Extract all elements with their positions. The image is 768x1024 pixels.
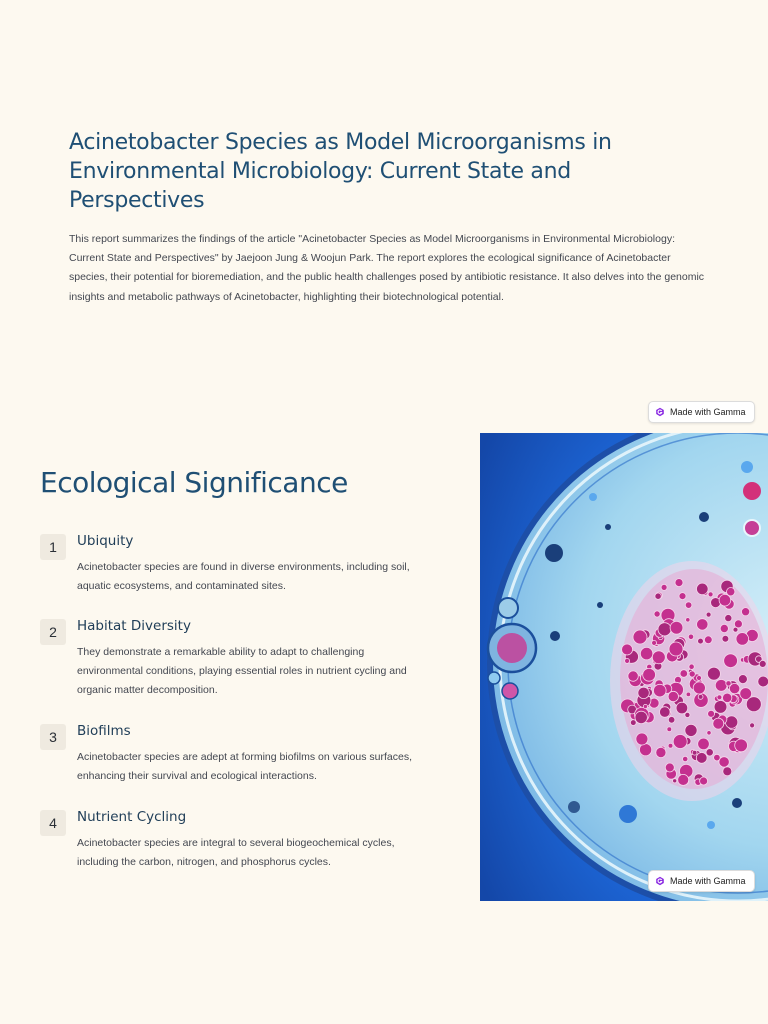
colony-cell <box>668 743 673 748</box>
item-number: 1 <box>40 534 66 560</box>
colony-cell <box>630 720 636 726</box>
colony-cell <box>689 664 694 669</box>
colony-cell <box>661 584 667 590</box>
badge-label: Made with Gamma <box>670 876 746 886</box>
colony-cell <box>689 671 695 677</box>
intro-paragraph: This report summarizes the findings of the article "Acinetobacter Species as Model Microorganisms in Environmental Microbiology: Current State and Perspectives" by Jaejoon Jung & Woojun Park. The report explores the ecological significance of Acinetobacter species, their potential for bioremediation, and the public health challenges posed by antibiotic resistance. It also delves into the genomic insights and metabolic pathways of Acinetobacter, highlighting their biotechnological potential. <box>69 233 705 303</box>
colony-cell <box>725 716 737 728</box>
gamma-logo-icon <box>655 876 665 886</box>
colony-cell <box>635 711 647 723</box>
colony-cell <box>643 704 647 708</box>
item-title: Ubiquity <box>77 533 134 549</box>
colony-cell <box>668 691 678 701</box>
colony-cell <box>669 642 683 656</box>
colony-cell <box>719 594 731 606</box>
item-number: 2 <box>40 619 66 645</box>
item-title: Biofilms <box>77 723 131 739</box>
page-title: Acinetobacter Species as Model Microorganisms in Environmental Microbiology: Current State and Perspectives <box>69 130 612 213</box>
colony-cell <box>750 723 755 728</box>
colony-cell <box>708 592 713 597</box>
item-description: They demonstrate a remarkable ability to adapt to challenging environmental conditions, playing essential roles in nutrient cycling and organic matter decomposition. <box>77 646 407 696</box>
colony-cell <box>725 615 732 622</box>
colony-cell <box>697 676 702 681</box>
item-number: 3 <box>40 724 66 750</box>
item-description: Acinetobacter species are found in diverse environments, including soil, aquatic ecosystems, and contaminated sites. <box>77 561 410 592</box>
colony-cell <box>714 701 727 714</box>
colony-cell <box>654 684 667 697</box>
colony-cell <box>734 620 742 628</box>
colony-cell <box>654 611 660 617</box>
colony-cell <box>698 638 704 644</box>
colony-cell <box>685 712 690 717</box>
colony-cell <box>715 680 727 692</box>
colony-cell <box>698 695 703 700</box>
colony-cell <box>738 675 747 684</box>
colony-cell <box>717 695 722 700</box>
colony-cell <box>685 602 692 609</box>
colony-cell <box>707 667 720 680</box>
colony-cell <box>658 623 671 636</box>
badge-label: Made with Gamma <box>670 407 746 417</box>
colony-cell <box>706 749 713 756</box>
colony-cell <box>727 588 735 596</box>
colony-cell <box>707 731 711 735</box>
colony-cell <box>697 619 708 630</box>
petri-dish-image <box>480 433 768 901</box>
colony-cell <box>686 692 691 697</box>
item-title: Nutrient Cycling <box>77 809 187 825</box>
colony-cell <box>638 687 649 698</box>
colony-cell <box>633 630 647 644</box>
colony-cell <box>628 671 638 681</box>
colony-cell <box>668 717 675 724</box>
colony-cell <box>625 658 630 663</box>
colony-cell <box>746 697 761 712</box>
colony-cell <box>729 683 739 693</box>
colony-cell <box>622 644 633 655</box>
item-description: Acinetobacter species are integral to several biogeochemical cycles, including the carbon, nitrogen, and phosphorus cycles. <box>77 837 395 868</box>
colony-cell <box>759 660 766 667</box>
colony-cell <box>704 636 712 644</box>
colony-cell <box>686 618 690 622</box>
colony-cell <box>673 779 677 783</box>
colony-cell <box>678 774 689 785</box>
colony-cell <box>656 747 666 757</box>
colony-cell <box>724 654 738 668</box>
colony-cell <box>698 738 710 750</box>
colony-cell <box>700 777 708 785</box>
colony-cell <box>723 767 732 776</box>
colony-cell <box>675 579 683 587</box>
colony-cell <box>706 612 711 617</box>
made-with-gamma-badge[interactable] <box>648 401 755 423</box>
colony-cell <box>665 763 674 772</box>
colony-cell <box>680 670 688 678</box>
colony-cell <box>640 647 652 659</box>
colony-cell <box>758 676 768 687</box>
colony-cell <box>673 735 687 749</box>
colony-cell <box>722 635 729 642</box>
colony-cell <box>676 702 688 714</box>
colony-cell <box>719 757 729 767</box>
colony-cell <box>708 710 715 717</box>
colony-cell <box>696 753 707 764</box>
colony-cell <box>643 668 656 681</box>
colony-cell <box>670 621 683 634</box>
colony-cell <box>720 624 728 632</box>
colony-cell <box>667 727 672 732</box>
petri-dish-illustration <box>480 433 768 901</box>
colony-cell <box>693 682 705 694</box>
colony-cell <box>742 608 750 616</box>
made-with-gamma-badge[interactable] <box>648 870 755 892</box>
colony-cell <box>660 707 671 718</box>
colony-cell <box>636 733 648 745</box>
colony-cell <box>640 744 652 756</box>
gamma-logo-icon <box>655 407 665 417</box>
colony-cell <box>713 718 724 729</box>
colony-cell <box>683 756 688 761</box>
colony-cell <box>652 651 665 664</box>
item-number: 4 <box>40 810 66 836</box>
colony-cell <box>679 593 686 600</box>
colony-cell <box>735 739 748 752</box>
colony-cell <box>692 750 697 755</box>
section-heading: Ecological Significance <box>40 466 348 499</box>
colony-cell <box>655 593 661 599</box>
colony-cell <box>652 640 657 645</box>
colony-cell <box>688 634 693 639</box>
colony-cell <box>736 633 749 646</box>
item-description: Acinetobacter species are adept at forming biofilms on various surfaces, enhancing their survival and ecological interactions. <box>77 751 413 782</box>
colony-cell <box>697 583 709 595</box>
colony-cell <box>685 724 697 736</box>
item-title: Habitat Diversity <box>77 618 191 634</box>
